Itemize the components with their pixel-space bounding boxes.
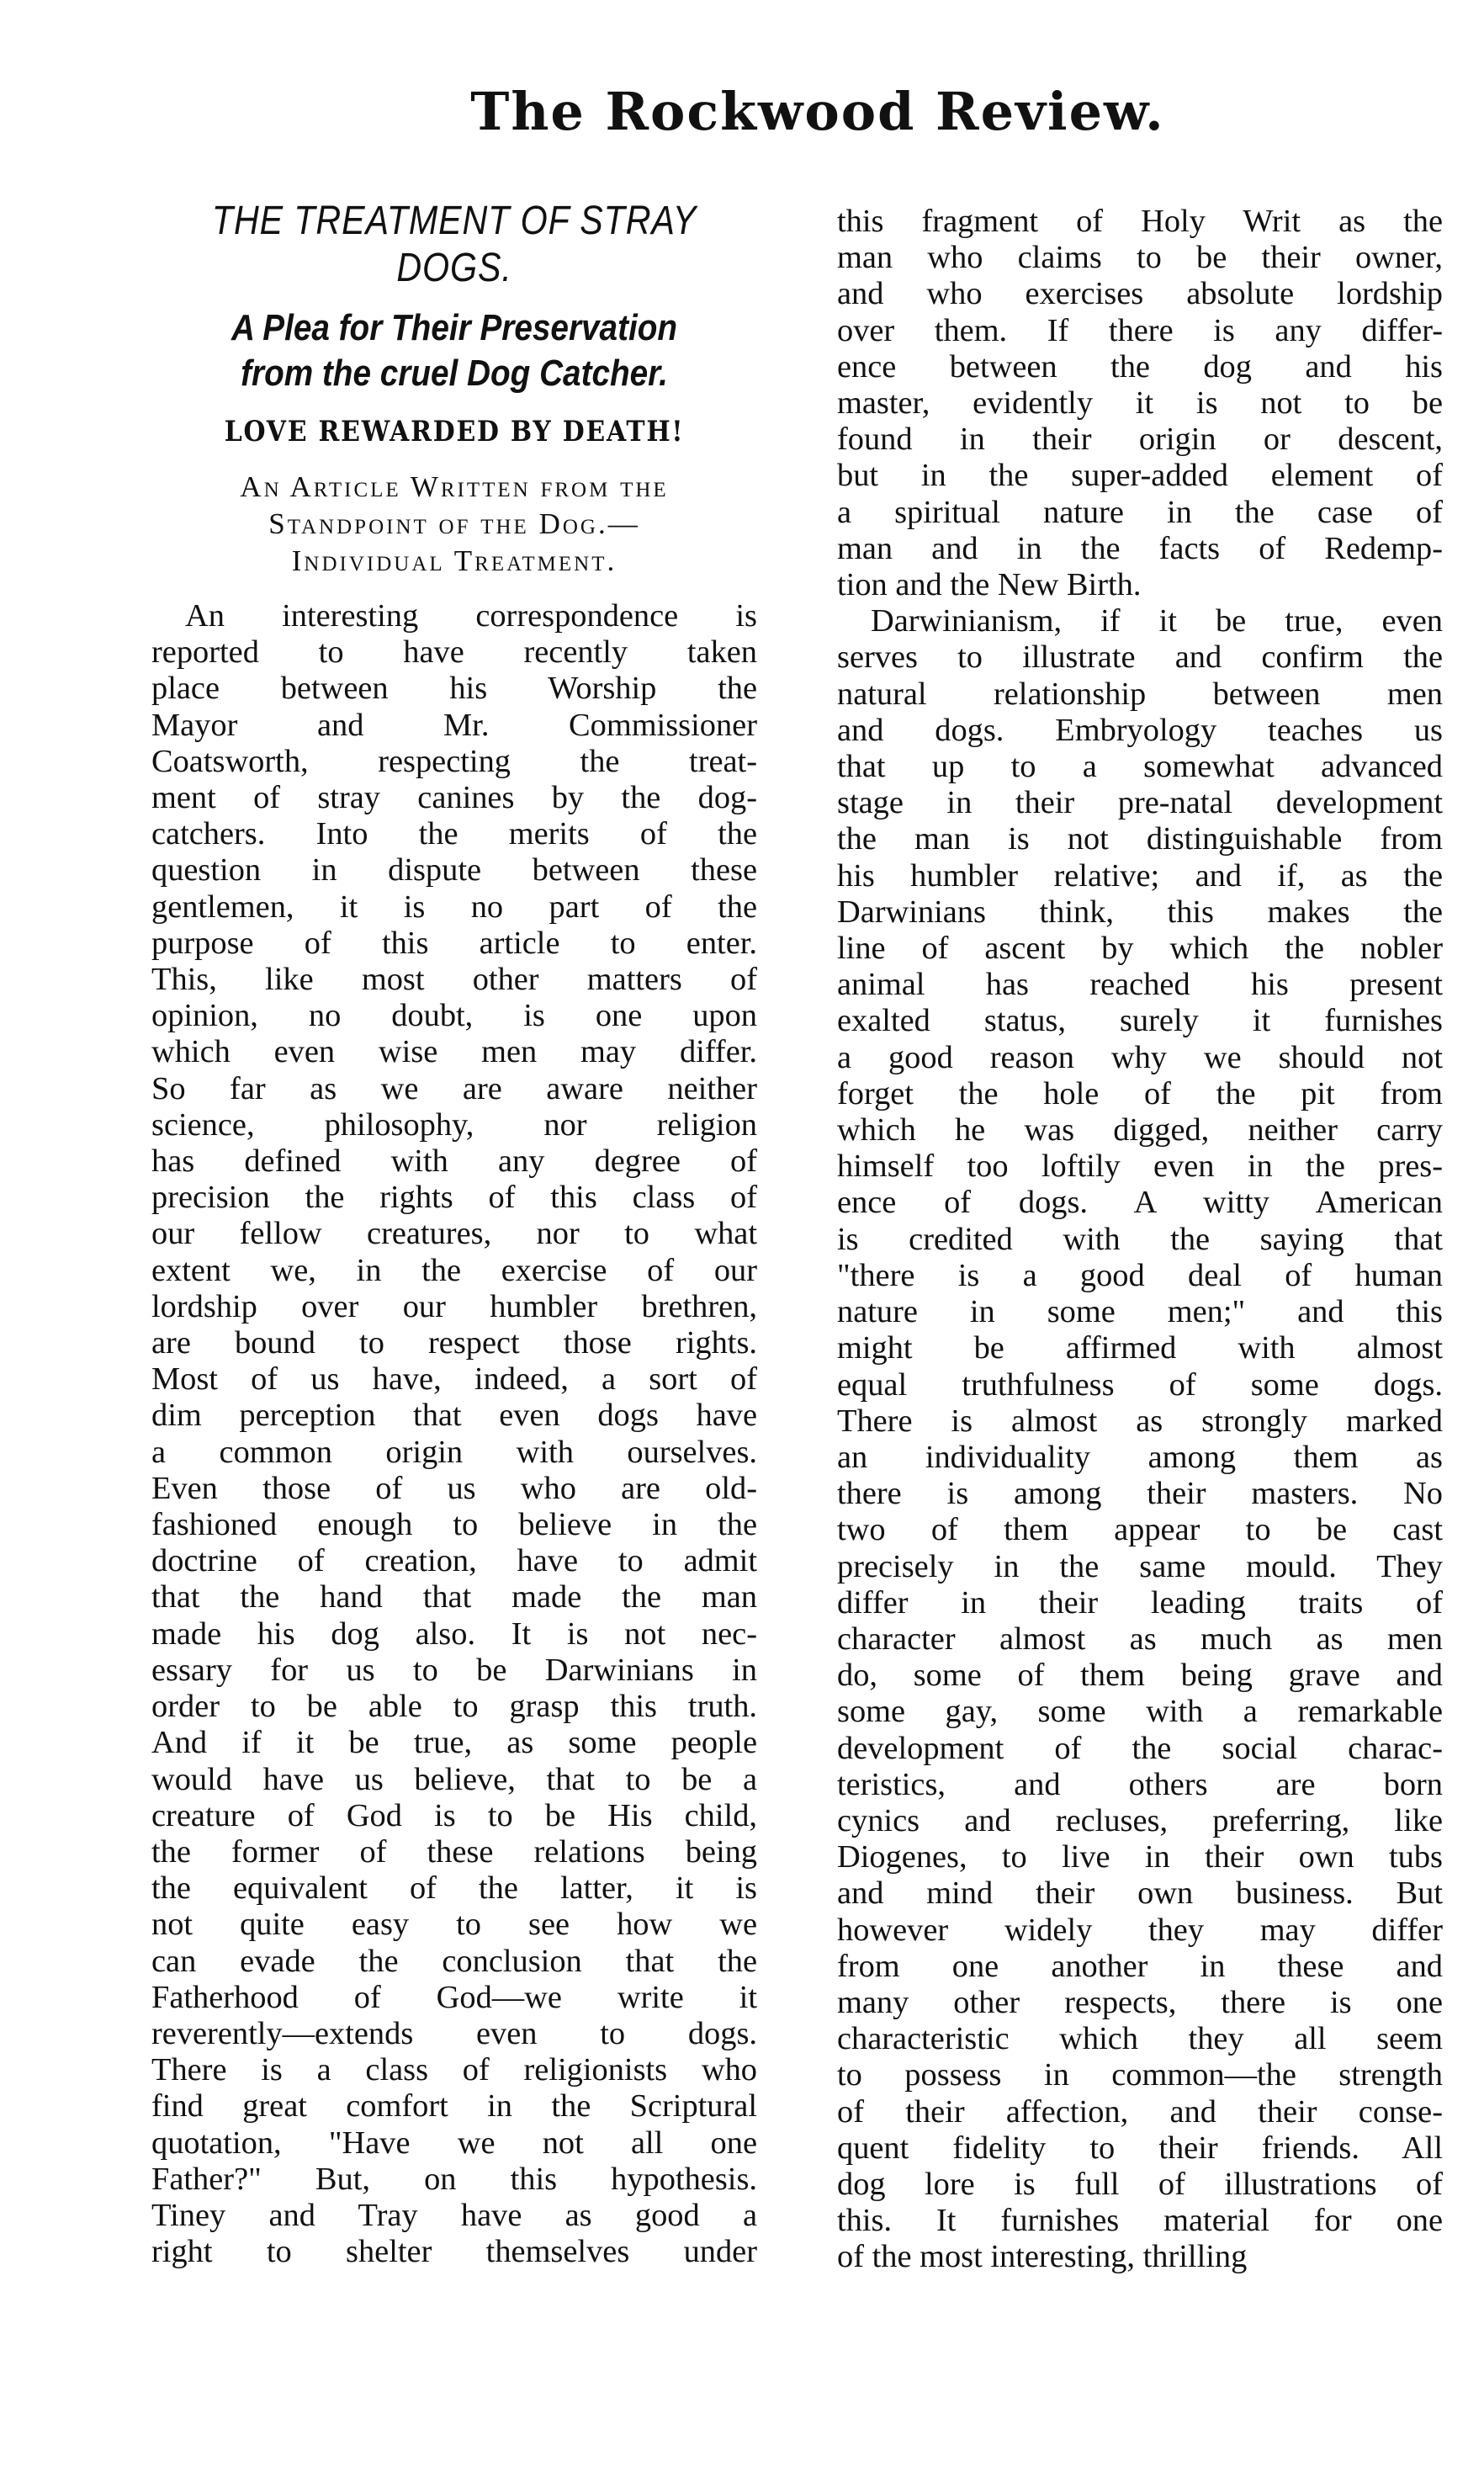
text-line: of their affection, and their conse- [837,2093,1443,2130]
standpoint-line: An Article Written from the [240,470,669,503]
article-subtitle-line: from the cruel Dog Catcher. [241,353,668,394]
text-line: is credited with the saying that [837,1221,1443,1257]
text-line: himself too loftily even in the pres- [837,1149,1443,1185]
text-line: Father?" But, on this hypothesis. [151,2161,757,2197]
text-line: doctrine of creation, have to admit [151,1543,757,1579]
text-line: can evade the conclusion that the [151,1943,757,1979]
text-line: quent fidelity to their friends. All [837,2130,1443,2166]
text-line: stage in their pre-natal development [837,785,1443,821]
text-line: serves to illustrate and confirm the [837,639,1443,676]
text-line: Darwinians think, this makes the [837,894,1443,930]
text-line: dog lore is full of illustrations of [837,2166,1443,2202]
text-line: ence between the dog and his [837,348,1443,385]
text-line: many other respects, there is one [837,1984,1443,2020]
text-line: found in their origin or descent, [837,422,1443,458]
text-line: essary for us to be Darwinians in [151,1652,757,1688]
text-line: the former of these relations being [151,1833,757,1870]
text-line: which even wise men may differ. [151,1034,757,1070]
text-line: animal has reached his present [837,967,1443,1003]
text-line: and who exercises absolute lordship [837,276,1443,312]
standpoint-line: Standpoint of the Dog.— [268,507,640,540]
text-line: "there is a good deal of human [837,1257,1443,1293]
text-line: this. It furnishes material for one [837,2203,1443,2239]
text-line: So far as we are aware neither [151,1070,757,1106]
text-line: master, evidently it is not to be [837,385,1443,422]
text-line: differ in their leading traits of [837,1584,1443,1621]
right-column [837,204,1443,2276]
text-line: nature in some men;" and this [837,1294,1443,1330]
text-line: the man is not distinguishable from [837,821,1443,857]
text-line: that the hand that made the man [151,1579,757,1615]
text-line: Even those of us who are old- [151,1470,757,1506]
text-line: There is almost as strongly marked [837,1403,1443,1439]
text-line: Most of us have, indeed, a sort of [151,1361,757,1398]
text-line: Darwinianism, if it be true, even [871,603,1443,639]
text-line: cynics and recluses, preferring, like [837,1802,1443,1838]
text-line: find great comfort in the Scriptural [151,2088,757,2125]
text-line: tion and the New Birth. [837,567,1142,603]
text-line: there is among their masters. No [837,1476,1443,1512]
text-line: from one another in these and [837,1948,1443,1984]
article-standpoint [151,469,757,580]
text-line: a common origin with ourselves. [151,1434,757,1470]
text-line: characteristic which they all seem [837,2021,1443,2057]
text-line: reported to have recently taken [151,634,757,671]
text-line: character almost as much as men [837,1621,1443,1657]
text-line: would have us believe, that to be a [151,1761,757,1797]
article-subtitle [188,305,721,396]
text-line: our fellow creatures, nor to what [151,1216,757,1252]
text-line: Mayor and Mr. Commissioner [151,707,757,743]
text-line: teristics, and others are born [837,1766,1443,1802]
text-line: natural relationship between men [837,676,1443,712]
text-line: development of the social charac- [837,1730,1443,1766]
text-line: right to shelter themselves under [151,2234,757,2270]
masthead: The Rockwood Review. [470,81,1165,142]
text-line: however widely they may differ [837,1912,1443,1948]
text-line: and dogs. Embryology teaches us [837,712,1443,748]
text-line: man and in the facts of Redemp- [837,530,1443,566]
text-line: and mind their own business. But [837,1875,1443,1912]
text-line: exalted status, surely it furnishes [837,1003,1443,1039]
text-line: are bound to respect those rights. [151,1325,757,1361]
text-line: a good reason why we should not [837,1039,1443,1075]
article-title [193,198,714,292]
article-subtitle-line: A Plea for Their Preservation [231,307,678,348]
text-line: quotation, "Have we not all one [151,2125,757,2161]
article-title-line: THE TREATMENT OF STRAY [211,199,697,243]
text-line: Fatherhood of God—we write it [151,1979,757,2015]
text-line: that up to a somewhat advanced [837,749,1443,785]
article-title-line: DOGS. [396,246,512,290]
text-line: creature of God is to be His child, [151,1797,757,1833]
text-line: Tiney and Tray have as good a [151,2197,757,2233]
text-line: And if it be true, as some people [151,1725,757,1761]
text-line: science, philosophy, nor religion [151,1106,757,1143]
text-line: has defined with any degree of [151,1143,757,1180]
text-line: ence of dogs. A witty American [837,1185,1443,1221]
text-line: precision the rights of this class of [151,1180,757,1216]
text-line: extent we, in the exercise of our [151,1252,757,1288]
text-line: catchers. Into the merits of the [151,816,757,852]
right-column-body [837,204,1443,2276]
text-line: Coatsworth, respecting the treat- [151,743,757,779]
article-subhead: LOVE REWARDED BY DEATH! [224,415,685,448]
text-line: fashioned enough to believe in the [151,1507,757,1543]
text-line: lordship over our humbler brethren, [151,1288,757,1324]
text-line: of the most interesting, thrilling [837,2239,1248,2275]
text-line: precisely in the same mould. They [837,1548,1443,1584]
text-line: two of them appear to be cast [837,1512,1443,1548]
text-line: the equivalent of the latter, it is [151,1870,757,1907]
text-line: over them. If there is any differ- [837,312,1443,348]
text-line: which he was digged, neither carry [837,1112,1443,1149]
text-line: An interesting correspondence is [185,598,757,634]
standpoint-line: Individual Treatment. [291,544,617,577]
text-line: not quite easy to see how we [151,1907,757,1943]
text-line: place between his Worship the [151,671,757,707]
text-line: made his dog also. It is not nec- [151,1615,757,1652]
text-line: his humbler relative; and if, as the [837,857,1443,894]
text-line: to possess in common—the strength [837,2057,1443,2093]
text-line: question in dispute between these [151,852,757,889]
text-line: line of ascent by which the nobler [837,931,1443,967]
text-line: do, some of them being grave and [837,1658,1443,1694]
text-line: but in the super-added element of [837,458,1443,494]
text-line: dim perception that even dogs have [151,1398,757,1434]
text-line: There is a class of religionists who [151,2052,757,2088]
text-line: forget the hole of the pit from [837,1075,1443,1111]
text-line: man who claims to be their owner, [837,240,1443,276]
text-line: This, like most other matters of [151,962,757,998]
text-line: opinion, no doubt, is one upon [151,998,757,1034]
text-line: this fragment of Holy Writ as the [837,204,1443,239]
text-line: some gay, some with a remarkable [837,1694,1443,1730]
left-column-body [151,598,757,2270]
text-line: gentlemen, it is no part of the [151,889,757,925]
text-line: might be affirmed with almost [837,1330,1443,1366]
text-line: order to be able to grasp this truth. [151,1689,757,1725]
text-line: a spiritual nature in the case of [837,494,1443,530]
text-line: reverently—extends even to dogs. [151,2015,757,2051]
text-line: ment of stray canines by the dog- [151,780,757,816]
left-column [151,198,757,2270]
text-line: purpose of this article to enter. [151,925,757,961]
text-line: an individuality among them as [837,1439,1443,1475]
text-line: equal truthfulness of some dogs. [837,1366,1443,1403]
text-line: Diogenes, to live in their own tubs [837,1839,1443,1875]
